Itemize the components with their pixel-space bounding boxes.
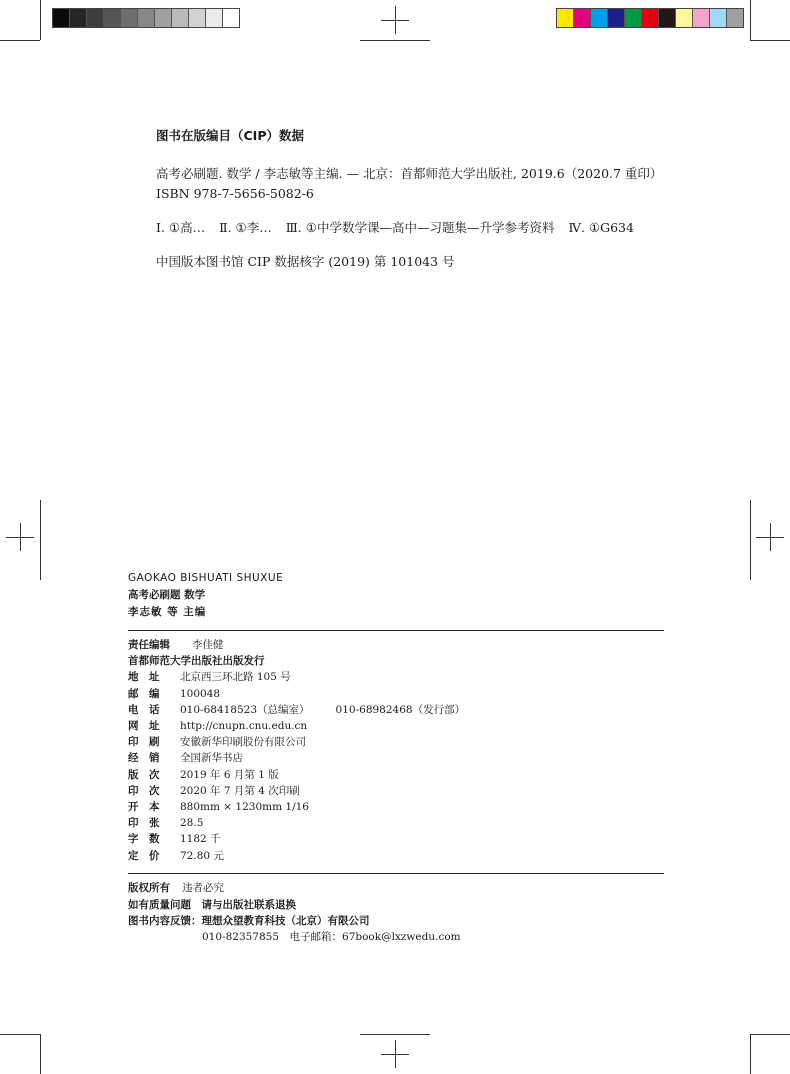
cip-class-3: Ⅲ. ①中学数学课—高中—习题集—升学参考资料 xyxy=(285,220,555,235)
detail-row xyxy=(128,767,664,783)
color-swatch xyxy=(676,9,693,27)
detail-row xyxy=(128,815,664,831)
detail-label: 印 刷 xyxy=(128,736,160,749)
detail-row xyxy=(128,718,664,734)
detail-row xyxy=(128,702,664,718)
gray-swatch xyxy=(206,9,223,27)
detail-value: 72.80 元 xyxy=(180,849,224,862)
detail-label: 邮 编 xyxy=(128,687,160,700)
responsible-editor-label: 责任编辑 xyxy=(128,639,170,651)
publication-details xyxy=(128,669,664,863)
detail-label: 地 址 xyxy=(128,671,160,684)
registration-mark-bottom xyxy=(381,1040,409,1068)
copyright-row xyxy=(128,880,664,897)
feedback-block xyxy=(128,913,664,945)
detail-value: 1182 千 xyxy=(180,833,221,846)
gray-swatch xyxy=(104,9,121,27)
responsible-editor-row xyxy=(128,637,664,653)
detail-row xyxy=(128,734,664,750)
cip-record-number: 中国版本图书馆 CIP 数据核字 (2019) 第 101043 号 xyxy=(156,254,455,269)
detail-label: 开 本 xyxy=(128,801,160,814)
book-editors: 李志敏 等 主编 xyxy=(128,606,207,618)
cip-class-2: Ⅱ. ①李… xyxy=(219,220,272,235)
detail-label: 电 话 xyxy=(128,703,160,716)
detail-row xyxy=(128,831,664,847)
color-swatch xyxy=(693,9,710,27)
color-swatch xyxy=(591,9,608,27)
gray-swatch xyxy=(155,9,172,27)
cip-block xyxy=(156,126,716,272)
crop-mark-bottom-right-v xyxy=(750,1034,751,1074)
crop-mark-top-right-v xyxy=(750,0,751,40)
detail-label: 印 张 xyxy=(128,817,160,830)
color-swatch xyxy=(625,9,642,27)
margin-line-right xyxy=(750,500,751,580)
copyright-label: 版权所有 xyxy=(128,881,170,894)
detail-label: 版 次 xyxy=(128,768,160,781)
book-title-pinyin: GAOKAO BISHUATI SHUXUE xyxy=(128,572,284,584)
crop-mark-top-left-h xyxy=(0,40,40,41)
color-calibration-bar xyxy=(556,8,744,28)
crop-mark-top-right-h xyxy=(750,40,790,41)
margin-line-bottom xyxy=(360,1034,430,1035)
feedback-contact: 010-82357855 电子邮箱：67book@lxzwedu.com xyxy=(202,931,461,944)
quality-notice: 如有质量问题 请与出版社联系退换 xyxy=(128,898,296,911)
crop-mark-bottom-left-v xyxy=(40,1034,41,1074)
detail-value: 全国新华书店 xyxy=(180,752,243,765)
color-swatch xyxy=(574,9,591,27)
detail-value: 010-68418523（总编室） xyxy=(180,703,310,716)
color-swatch xyxy=(557,9,574,27)
detail-label: 字 数 xyxy=(128,833,160,846)
detail-value: 2020 年 7 月第 4 次印刷 xyxy=(180,784,300,797)
crop-mark-bottom-left-h xyxy=(0,1034,40,1035)
cip-class-1: Ⅰ. ①高… xyxy=(156,220,206,235)
divider xyxy=(128,873,664,874)
gray-swatch xyxy=(172,9,189,27)
cip-class-4: Ⅳ. ①G634 xyxy=(568,220,634,235)
registration-mark-left xyxy=(6,523,34,551)
detail-value: 28.5 xyxy=(180,817,204,830)
detail-row xyxy=(128,783,664,799)
detail-label: 印 次 xyxy=(128,784,160,797)
cip-classification xyxy=(156,218,716,238)
gray-swatch xyxy=(189,9,206,27)
color-swatch xyxy=(727,9,743,27)
detail-row xyxy=(128,669,664,685)
cip-heading: 图书在版编目（CIP）数据 xyxy=(156,128,304,143)
detail-row xyxy=(128,686,664,702)
detail-row xyxy=(128,799,664,815)
detail-value: 安徽新华印刷股份有限公司 xyxy=(180,736,306,749)
book-title: 高考必刷题 数学 xyxy=(128,589,206,601)
gray-swatch xyxy=(87,9,104,27)
margin-line-left xyxy=(40,500,41,580)
color-swatch xyxy=(659,9,676,27)
color-swatch xyxy=(710,9,727,27)
detail-row xyxy=(128,848,664,864)
grayscale-calibration-bar xyxy=(52,8,240,28)
detail-value: http://cnupn.cnu.edu.cn xyxy=(180,720,308,733)
crop-mark-bottom-right-h xyxy=(750,1034,790,1035)
divider xyxy=(128,630,664,631)
detail-label: 经 销 xyxy=(128,752,160,765)
detail-row xyxy=(128,750,664,766)
color-swatch xyxy=(608,9,625,27)
responsible-editor-name: 李佳健 xyxy=(192,639,224,651)
colophon xyxy=(128,570,664,945)
crop-mark-top-left-v xyxy=(40,0,41,40)
detail-value-secondary: 010-68982468（发行部） xyxy=(335,703,466,716)
cip-bibliographic-line: 高考必刷题. 数学 / 李志敏等主编. — 北京：首都师范大学出版社, 2019.6（2020.7 重印） xyxy=(156,166,663,181)
gray-swatch xyxy=(53,9,70,27)
detail-label: 网 址 xyxy=(128,720,160,733)
gray-swatch xyxy=(138,9,155,27)
gray-swatch xyxy=(70,9,87,27)
cip-isbn: ISBN 978-7-5656-5082-6 xyxy=(156,186,314,201)
registration-mark-right xyxy=(756,523,784,551)
detail-label: 定 价 xyxy=(128,849,160,862)
feedback-label: 图书内容反馈：理想众望教育科技（北京）有限公司 xyxy=(128,915,370,928)
gray-swatch xyxy=(121,9,138,27)
registration-mark-top xyxy=(381,6,409,34)
detail-value: 100048 xyxy=(180,687,221,700)
detail-value: 2019 年 6 月第 1 版 xyxy=(180,768,279,781)
color-swatch xyxy=(642,9,659,27)
detail-value: 北京西三环北路 105 号 xyxy=(180,671,291,684)
publisher-line: 首都师范大学出版社出版发行 xyxy=(128,655,265,668)
detail-value: 880mm × 1230mm 1/16 xyxy=(180,801,309,814)
copyright-warning: 违者必究 xyxy=(182,881,224,894)
gray-swatch xyxy=(223,9,239,27)
margin-line-top xyxy=(360,40,430,41)
